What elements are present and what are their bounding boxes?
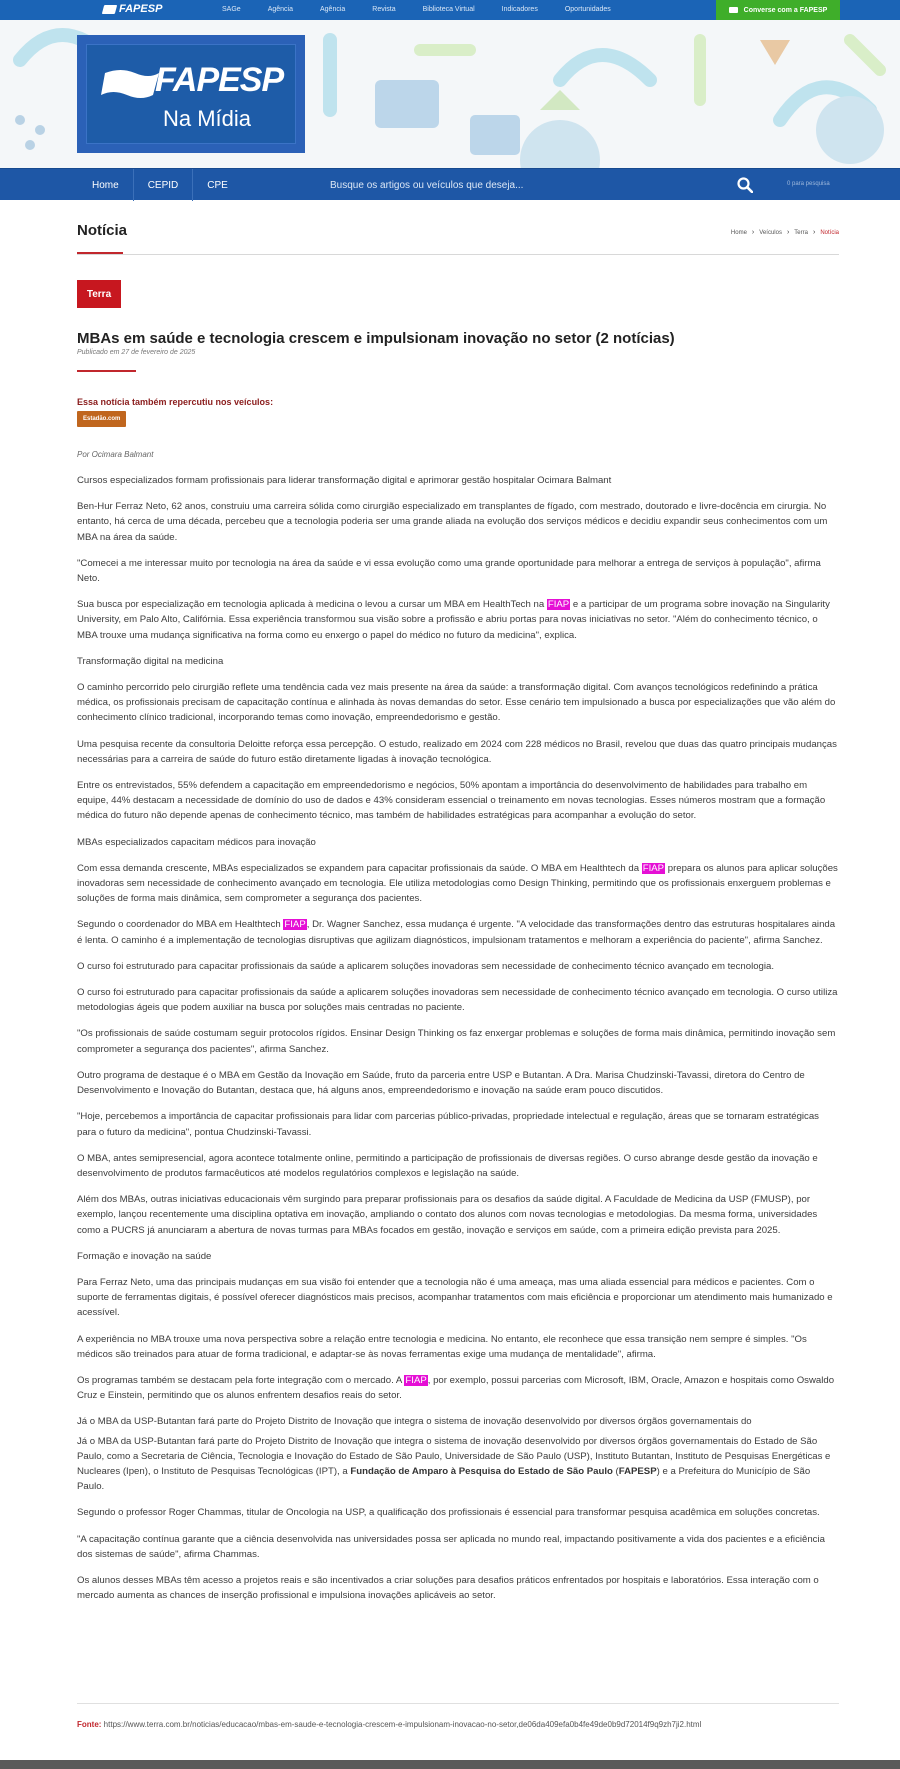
paragraph: "A capacitação contínua garante que a ciência desenvolvida nas universidades possa ser aplicada no mundo real, impactando positivamente a vida dos pacientes e a eficiência dos sistemas de saúde", afirma Chammas. [77,1533,825,1560]
fapesp-small-logo[interactable]: FAPESP [103,3,162,15]
title-rule [77,370,136,372]
paragraph: Os programas também se destacam pela forte integração com o mercado. A FIAP, por exemplo, possui parcerias com Microsoft, IBM, Oracle, Amazon e hospitais como Oswaldo Cruz e Einstein, permitindo que os alunos enfrentem desafios reais do setor. [77,1374,835,1402]
top-nav-item[interactable]: Agência [267,6,293,13]
breadcrumb-veiculos[interactable]: Veículos [759,229,782,236]
chevron-right-icon: › [786,229,790,236]
nav-item-home[interactable]: Home [78,169,134,201]
highlight-fiap: FIAP [284,919,306,931]
breadcrumb-terra[interactable]: Terra [794,229,808,236]
section-heading: Transformação digital na medicina [77,655,224,667]
main-navbar [0,168,900,200]
top-nav-item[interactable]: SAGe [222,6,241,13]
vehicle-tag[interactable]: Estadão.com [77,411,126,427]
source-label: Fonte: [77,1720,102,1729]
paragraph: Segundo o professor Roger Chammas, titular de Oncologia na USP, a qualificação dos profissionais é essencial para transformar pesquisa acadêmica em soluções concretas. [77,1507,820,1519]
article-body [77,473,839,1614]
paragraph: Os alunos desses MBAs têm acesso a projetos reais e são incentivados a criar soluções para desafios práticos enfrentados por hospitais e laboratórios. Essa interação com o mercado aumenta as chances de inserção profissional e impulsiona inovações aplicáveis ao setor. [77,1574,819,1602]
breadcrumb-current: Notícia [820,229,839,236]
brand-subtitle: Na Mídia [163,106,252,131]
section-heading: Formação e inovação na saúde [77,1250,212,1262]
page-header [77,222,839,255]
paragraph: Já o MBA da USP-Butantan fará parte do Projeto Distrito de Inovação que integra o sistema de inovação desenvolvido por diversos órgãos governamentais do Estado de São Paulo, como a Secretaria de Ciência, Tecnologia e Inovação do Estado de São Paulo, Universidade de São Paulo (USP), Instituto Butantan, Instituto de Pesquisas Energéticas e Nucleares (Ipen), o Instituto de Pesquisas Tecnológicas (IPT), a Fundação de Amparo à Pesquisa do Estado de São Paulo (FAPESP) e a Prefeitura do Município de São Paulo. [77,1435,831,1493]
top-nav-item[interactable]: Agência [319,6,346,13]
paragraph: Para Ferraz Neto, uma das principais mudanças em sua visão foi entender que a tecnologia não é uma ameaça, mas uma aliada essencial para médicos e pacientes. Com o suporte de ferramentas digitais, é possível oferecer diagnósticos mais precisos, acompanhar tratamentos com mais eficiência e proporcionar um atendimento mais humanizado e acessível. [77,1276,833,1319]
chevron-right-icon: › [751,229,755,236]
main-menu [78,169,242,201]
top-nav-item[interactable]: Biblioteca Virtual [422,6,475,13]
nav-item-cpe[interactable]: CPE [207,179,228,191]
article-title: MBAs em saúde e tecnologia crescem e impulsionam inovação no setor (2 notícias) [77,330,675,347]
publish-date: Publicado em 27 de fevereiro de 2025 [77,349,196,356]
paragraph: Entre os entrevistados, 55% defendem a capacitação em empreendedorismo e negócios, 50% apontam a importância do desenvolvimento de habilidades para trabalho em equipe, 44% destacam a necessidade de domínio do uso de dados e 43% consideram essencial o treinamento em novas tecnologias. Esses números mostram que a formação médica do futuro não depende apenas de conhecimento técnico, mas também de habilidades estratégicas para acompanhar a evolução do setor. [77,780,826,822]
search-input[interactable] [330,175,710,195]
source-line [77,1720,701,1729]
chevron-right-icon: › [812,229,816,236]
paragraph: Ben-Hur Ferraz Neto, 62 anos, construiu uma carreira sólida como cirurgião especializado em transplantes de fígado, com mestrado, doutorado e livre-docência em cirurgia. No entanto, há cerca de uma década, percebeu que a tecnologia poderia ser uma grande aliada na evolução dos serviços médicos e decidiu expandir seus conhecimentos com um MBA na área da saúde. [77,501,828,543]
category-badge[interactable]: Terra [77,280,121,308]
page-title: Notícia [77,222,128,239]
source-link[interactable]: https://www.terra.com.br/noticias/educacao/mbas-em-saude-e-tecnologia-crescem-e-impulsionam-inovacao-no-setor,de06da409efa0b4fe49de0b9d72014f9q9zh7ji2.html [103,1720,702,1729]
title-underline [77,252,123,254]
top-bar [0,0,900,20]
paragraph: Segundo o coordenador do MBA em Healthtech FIAP, Dr. Wagner Sanchez, essa mudança é urgente. "A velocidade das transformações dentro das estruturas hospitalares ainda é lenta. O caminho é a implementação de tecnologias disruptivas que agilizam diagnósticos, impulsionam tratamentos e melhoram a experiência do paciente", afirma Sanchez. [77,919,836,946]
top-nav-item[interactable]: Revista [372,6,396,13]
brand-name: FAPESP [155,61,284,99]
mail-icon [729,7,738,13]
paragraph: O curso foi estruturado para capacitar profissionais da saúde a aplicarem soluções inovadoras sem necessidade de conhecimento técnico avançado em tecnologia. [77,960,775,972]
search-icon[interactable] [737,177,753,193]
top-nav-item[interactable]: Indicadores [501,6,538,13]
paragraph: O curso foi estruturado para capacitar profissionais da saúde a aplicarem soluções inovadoras sem necessidade de conhecimento técnico avançado em tecnologia. O curso utiliza metodologias ágeis que podem auxiliar na busca por soluções mais centradas no paciente. [77,987,838,1014]
top-nav-item[interactable]: Oportunidades [564,6,611,13]
search-hint: 0 para pesquisa [787,181,830,187]
contact-button[interactable]: Converse com a FAPESP [716,0,840,20]
repercutiu-label: Essa notícia também repercutiu nos veículos: [77,397,274,407]
author-byline: Por Ocimara Balmant [77,450,154,459]
paragraph: "Hoje, percebemos a importância de capacitar profissionais para lidar com parcerias público-privadas, propriedade intelectual e regulação, áreas que se tornaram estratégicas para o futuro da medicina", pontua Chudzinski-Tavassi. [77,1111,819,1138]
highlight-fiap: FIAP [547,599,570,611]
nav-item-cepid[interactable]: CEPID [134,169,194,201]
breadcrumb-home[interactable]: Home [730,229,747,236]
top-nav [222,6,638,13]
paragraph: Com essa demanda crescente, MBAs especializados se expandem para capacitar profissionais da saúde. O MBA em Healthtech da FIAP prepara os alunos para aplicar soluções inovadoras sem necessidade de conhecimento avançado em tecnologia. Ele utiliza metodologias como Design Thinking, permitindo que os profissionais enxerguem problemas e soluções de forma mais dinâmica, sem comprometer a segurança dos pacientes. [77,862,838,905]
paragraph: Já o MBA da USP-Butantan fará parte do Projeto Distrito de Inovação que integra o sistema de inovação desenvolvido por diversos órgãos governamentais do [77,1416,752,1428]
highlight-fiap: FIAP [642,862,665,874]
paragraph: O caminho percorrido pelo cirurgião reflete uma tendência cada vez mais presente na área da saúde: a transformação digital. Com avanços tecnológicos redefinindo a prática médica, os profissionais precisam de capacitação contínua e alinhada às novas demandas do setor. Esse cenário tem impulsionado a busca por especializações que vão além do conhecimento clínico tradicional, incorporando temas como inovação, empreendedorismo e gestão. [77,682,836,724]
highlight-fiap: FIAP [405,1374,427,1386]
fapesp-flag-icon [99,67,161,101]
header-banner [0,20,900,168]
footer-strip [0,1760,900,1769]
paragraph: Além dos MBAs, outras iniciativas educacionais vêm surgindo para preparar profissionais para os desafios da saúde digital. A Faculdade de Medicina da USP (FMUSP), por exemplo, lançou recentemente uma disciplina optativa em inovação, ampliando o contato dos alunos com novas tecnologias e metodologias. Da mesma forma, universidades como a PUCRS já anunciaram a abertura de novas turmas para MBAs focados em gestão, inovação e serviços em saúde, com a primeira edição prevista para 2025. [77,1194,818,1236]
brand-logo [86,44,296,144]
paragraph: Outro programa de destaque é o MBA em Gestão da Inovação em Saúde, fruto da parceria entre USP e Butantan. A Dra. Marisa Chudzinski-Tavassi, diretora do Centro de Desenvolvimento e Inovação do Butantan, destaca que, há alguns anos, empreendedorismo e inovação na saúde eram pouco discutidos. [77,1069,805,1097]
paragraph: Uma pesquisa recente da consultoria Deloitte reforça essa percepção. O estudo, realizado em 2024 com 228 médicos no Brasil, revelou que duas das quatro principais mudanças necessárias para a carreira de saúde do futuro estão diretamente ligadas à inovação tecnológica. [77,738,837,765]
flag-icon [102,5,117,14]
paragraph: Cursos especializados formam profissionais para liderar transformação digital e aprimorar gestão hospitalar Ocimara Balmant [77,475,612,486]
section-heading: MBAs especializados capacitam médicos para inovação [77,836,316,848]
breadcrumb [731,229,839,236]
paragraph: "Comecei a me interessar muito por tecnologia na área da saúde e vi essa evolução como uma grande oportunidade para melhorar a entrega de serviços à população", afirma Neto. [77,557,821,585]
paragraph: "Os profissionais de saúde costumam seguir protocolos rígidos. Ensinar Design Thinking os faz enxergar problemas e soluções de forma mais dinâmica, permitindo inovação sem comprometer a segurança dos pacientes", afirma Sanchez. [77,1028,836,1055]
brand-logo-box[interactable] [77,35,305,153]
paragraph: Sua busca por especialização em tecnologia aplicada à medicina o levou a cursar um MBA em HealthTech na FIAP e a participar de um programa sobre inovação na Singularity University, em Palo Alto, Califórnia. Essa experiência transformou sua visão sobre a profissão e abriu portas para novas iniciativas no setor. "Além do conhecimento técnico, o MBA trouxe uma mudança significativa na forma como eu enxergo o papel do médico no futuro da medicina", explica. [77,599,830,641]
source-divider [77,1703,839,1704]
paragraph: O MBA, antes semipresencial, agora acontece totalmente online, permitindo a participação de profissionais de diversas regiões. O curso abrange desde gestão da inovação e desenvolvimento de produtos farmacêuticos até modelos regulatórios complexos e legislação na saúde. [77,1152,818,1179]
paragraph: A experiência no MBA trouxe uma nova perspectiva sobre a relação entre tecnologia e medicina. No entanto, ele reconhece que essa transição nem sempre é simples. "Os médicos são treinados para atuar de forma tradicional, e adaptar-se às novas ferramentas exige uma mudança de mentalidade", afirma. [77,1333,807,1360]
